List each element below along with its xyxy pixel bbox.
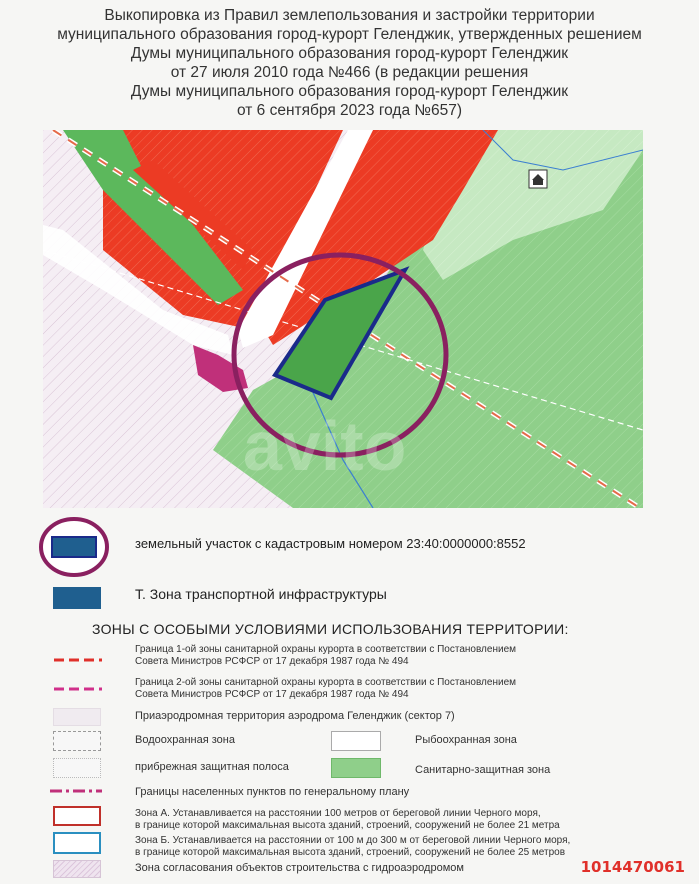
sanitary-zone-label: Санитарно-защитная зона (415, 764, 551, 776)
water-protection-swatch (53, 731, 101, 751)
zone1-line-swatch (52, 655, 104, 665)
listing-stamp: 1014470061 (580, 858, 685, 876)
header-line-3: Думы муниципального образования город-курорт Геленджик (130, 45, 569, 62)
zone1-line1: Граница 1-ой зоны санитарной охраны курорта в соответствии с Постановлением (135, 644, 517, 655)
zone-b-line2: в границе которой максимальная высота зданий, строений, сооружений не более 25 метров (135, 847, 566, 858)
header-line-4: от 27 июля 2010 года №466 (в редакции решения (170, 64, 529, 81)
hydro-airfield-label: Зона согласования объектов строительства с гидроаэродромом (135, 862, 464, 874)
zone2-line2: Совета Министров РСФСР от 17 декабря 1987 года № 494 (135, 689, 409, 700)
header-line-2: муниципального образования город-курорт Геленджик, утвержденных решением (57, 26, 642, 43)
zone-a-swatch (53, 806, 101, 826)
water-protection-label: Водоохранная зона (135, 734, 235, 746)
zone1-line2: Совета Министров РСФСР от 17 декабря 1987 года № 494 (135, 656, 409, 667)
header-line-1: Выкопировка из Правил землепользования и застройки территории (104, 7, 595, 24)
coastal-strip-label: прибрежная защитная полоса (135, 761, 289, 773)
zone-a-line1: Зона А. Устанавливается на расстоянии 100 метров от береговой линии Черного моря, (135, 808, 541, 819)
plot-circle-swatch (38, 516, 110, 578)
zone-b-swatch (53, 832, 101, 854)
airfield-swatch (53, 708, 101, 726)
zone-a-line2: в границе которой максимальная высота зданий, строений, сооружений не более 21 метра (135, 820, 560, 831)
header-line-5: Думы муниципального образования город-курорт Геленджик (130, 83, 569, 100)
coastal-strip-swatch (53, 758, 101, 778)
hydro-airfield-swatch (53, 860, 101, 878)
building-icon (529, 170, 547, 188)
zone-b-line1: Зона Б. Устанавливается на расстоянии от 100 м до 300 м от береговой линии Черного моря, (135, 835, 571, 846)
sanitary-zone-swatch (331, 758, 381, 778)
watermark: avito (243, 407, 407, 485)
settlement-boundary-swatch (48, 786, 104, 796)
fish-protection-label: Рыбоохранная зона (415, 734, 517, 746)
document-header (0, 6, 699, 120)
zone2-line1: Граница 2-ой зоны санитарной охраны курорта в соответствии с Постановлением (135, 677, 517, 688)
zone2-line-swatch (52, 684, 104, 694)
legend-section-title: ЗОНЫ С ОСОБЫМИ УСЛОВИЯМИ ИСПОЛЬЗОВАНИЯ ТЕРРИТОРИИ: (92, 621, 569, 637)
settlement-boundary-label: Границы населенных пунктов по генеральному плану (135, 786, 410, 798)
fish-protection-swatch (331, 731, 381, 751)
transport-zone-swatch (53, 587, 101, 609)
legend-transport-label: Т. Зона транспортной инфраструктуры (135, 586, 387, 602)
airfield-label: Приаэродромная территория аэродрома Геленджик (сектор 7) (135, 710, 455, 722)
zoning-map[interactable] (43, 130, 643, 508)
legend-plot-label: земельный участок с кадастровым номером 23:40:0000000:8552 (135, 536, 526, 551)
header-line-6: от 6 сентября 2023 года №657) (236, 102, 463, 119)
map-canvas (43, 130, 643, 508)
